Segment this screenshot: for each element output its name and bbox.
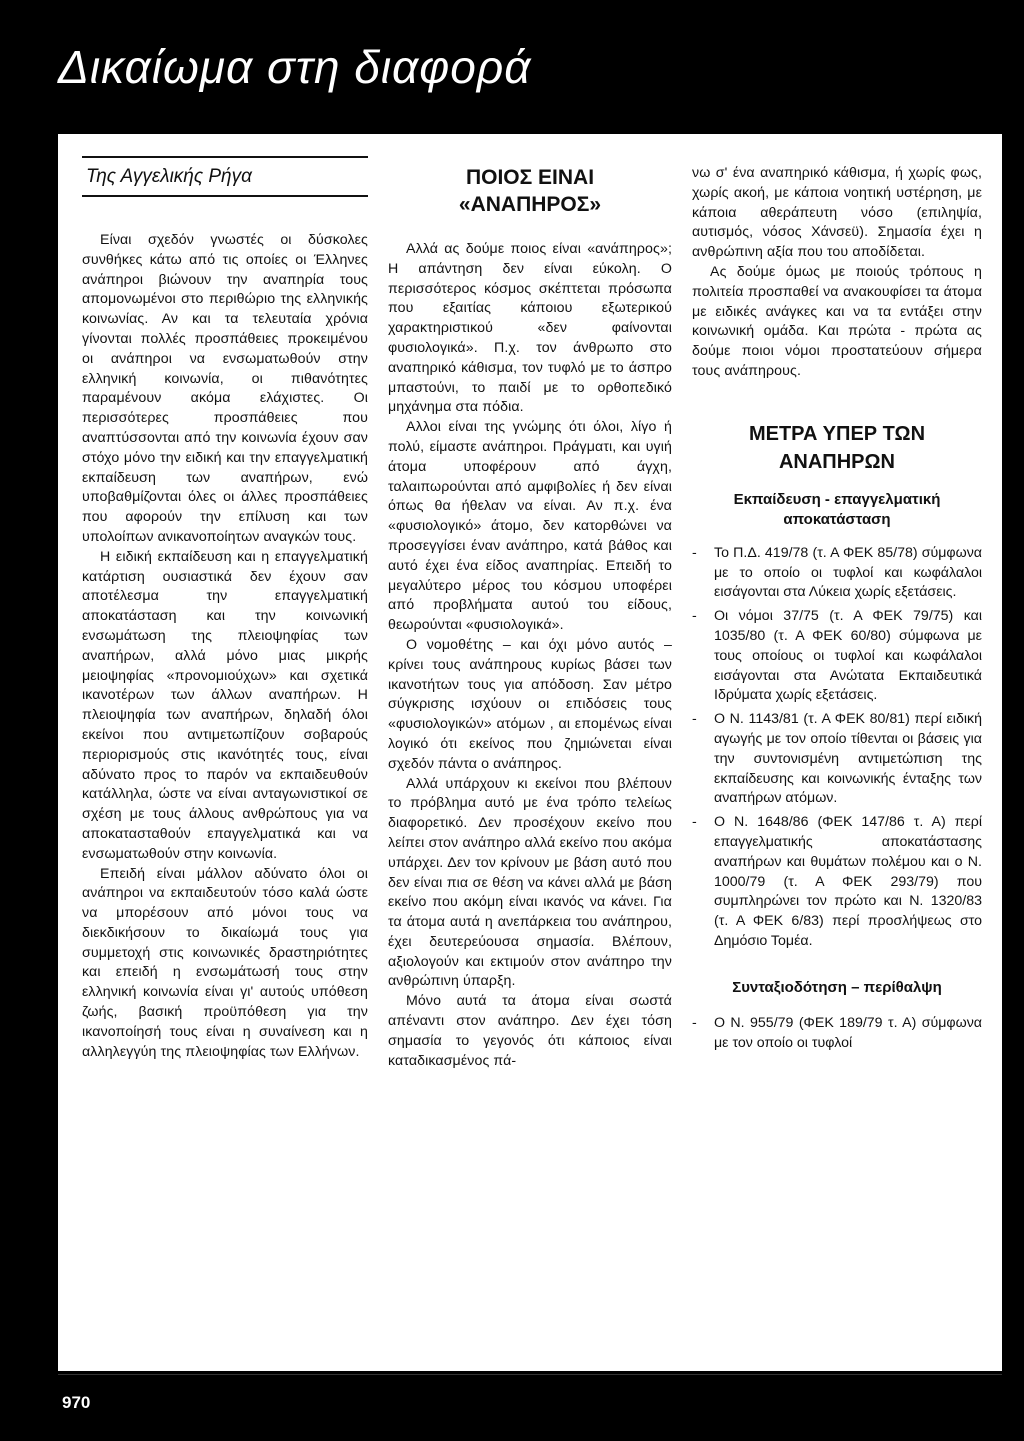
- paragraph: Επειδή είναι μάλλον αδύνατο όλοι οι ανάπηροι να εκπαιδευτούν τόσο καλά ώστε να μπορέσουν από μόνοι τους να διεκδικήσουν το δικαίωμά τους για συμμετοχή στις κοινωνικές δραστηριότητες και επειδή η ενσωμάτωσή τους στην ελληνική κοινωνία είναι γι' αυτούς υπόθεση ζωής, βασική προϋπόθεση για την ικανοποίησή τους είναι η συναίνεση και η αλληλεγγύη της πλειοψηφίας των Ελλήνων.: [82, 865, 368, 1060]
- paragraph: Ο νομοθέτης – και όχι μόνο αυτός – κρίνει τους ανάπηρους κυρίως βάσει των ικανοτήτων τους για απόδοση. Σαν μέτρο σύγκρισης ισχύουν οι επιδόσεις τους «φυσιολογικών» ατόμων , αι επομένως είναι λογικό ότι εκείνος που ζημιώνεται είναι σχεδόν πάντα ο ανάπηρος.: [388, 636, 672, 772]
- paragraph: Αλλά υπάρχουν κι εκείνοι που βλέπουν το πρόβλημα αυτό με ένα τρόπο τελείως διαφορετικό. Δεν προσέχουν εκείνο που λείπει στον ανάπηρο αλλά εκείνο που ακόμα υπάρχει. Δεν τον κρίνουν με βάση αυτό που δεν είναι πια σε θέση να κάνει αλλά με βάση εκείνο που ακόμη είναι ικανός να κάνει. Για τα άτομα αυτά η ανεπάρκεια του ανάπηρου, έχει δευτερεύουσα σημασία. Βλέπουν, αξιολογούν και εκτιμούν στον ανάπηρο την ανθρώπινη ύπαρξη.: [388, 775, 672, 990]
- paragraph: Είναι σχεδόν γνωστές οι δύσκολες συνθήκες κάτω από τις οποίες οι Έλληνες ανάπηροι βιώνουν την αναπηρία τους απομονωμένοι στο περιθώριο της ελληνικής κοινωνίας. Αν και τα τελευταία χρόνια γίνονται πολλές προσπάθειες προκειμένου οι ανάπηροι να ενσωματωθούν στην ελληνική κοινωνία, οι πιθανότητες παραμένουν ακόμα ελάχιστες. Οι περισσότερες προσπάθειες που αναπτύσσονται από την κοινωνία έχουν σαν στόχο μόνο την ειδική και την επαγγελματική εκπαίδευση των αναπήρων, ενώ υποβαθμίζονται όλες οι άλλες προσπάθειες που αφορούν την επίλυση και των υπολοίπων ανικανοποίητων αναγκών τους.: [82, 232, 368, 545]
- section-heading: ΜΕΤΡΑ ΥΠΕΡ ΤΩΝ ΑΝΑΠΗΡΩΝ: [748, 422, 926, 473]
- paragraph: Ας δούμε όμως με ποιούς τρόπους η πολιτεία προσπαθεί να ανακουφίσει τα άτομα με ειδικές ανάγκες και να τα εντάξει στην κοινωνική ομάδα. Και πρώτα - πρώτα ας δούμε ποιοι νόμοι προστατεύουν σήμερα τους ανάπηρους.: [692, 263, 982, 379]
- column-1: [82, 156, 368, 1062]
- paragraph: Η ειδική εκπαίδευση και η επαγγελματική κατάρτιση ουσιαστικά δεν έχουν σαν αποτέλεσμα την επαγγελματική αποκατάσταση και την κοινωνική ενσωμάτωση της πλειοψηφίας των αναπήρων, αλλά μόνο μιας μικρής μειοψηφίας «προνομιούχων» και σχετικά ικανοτέρων των άλλων αναπήρων. Η πλειοψηφία των αναπήρων, δηλαδή όλοι εκείνοι που αντιμετωπίζουν σοβαρούς περιορισμούς στις ικανότητές τους, είναι αδύνατο προς το παρόν να εκπαιδευθούν κατάλληλα, ώστε να είναι ανταγωνιστικοί σε σχέση με τους άλλους ανθρώπους για να αποκατασταθούν επαγγελματικά και να ενσωματωθούν στην κοινωνία.: [82, 548, 368, 862]
- list-item: - Το Π.Δ. 419/78 (τ. Α ΦΕΚ 85/78) σύμφωνα με το οποίο οι τυφλοί και κωφάλαλοι εισάγονται στα Λύκεια χωρίς εξετάσεις.: [692, 544, 982, 601]
- byline: Της Αγγελικής Ρήγα: [86, 166, 252, 187]
- article-body: [58, 134, 1002, 1371]
- page-number: 970: [62, 1393, 91, 1412]
- paragraph: Αλλά ας δούμε ποιος είναι «ανάπηρος»; Η απάντηση δεν είναι εύκολη. Ο περισσότερος κόσμος σκέπτεται πρόσωπα που εξαιτίας κάποιου εξωτερικού χαρακτηριστικού «δεν φαίνονται φυσιολογικά». Π.χ. τον άνθρωπο στο αναπηρικό κάθισμα, τον τυφλό με το άσπρο μπαστούνι, το παιδί με το ορθοπεδικό μηχάνημα στα πόδια.: [388, 241, 672, 416]
- bottom-rule: [82, 195, 368, 197]
- list-item: - Ο Ν. 1143/81 (τ. Α ΦΕΚ 80/81) περί ειδική αγωγής με τον οποίο τίθενται οι βάσεις για την συντονισμένη αντιμετώπιση της εκπαίδευσης και κοινωνικής ένταξης των αναπήρων ατόμων.: [692, 711, 982, 807]
- list-item: - Οι νόμοι 37/75 (τ. Α ΦΕΚ 79/75) και 1035/80 (τ. Α ΦΕΚ 60/80) σύμφωνα με τους οποίους οι τυφλοί και κωφάλαλοι εισάγονται στα Ανώτατα Εκπαιδευτικά Ιδρύματα χωρίς εξετάσεις.: [692, 608, 982, 704]
- footer-rule: [58, 1374, 1002, 1375]
- column-3: [692, 164, 982, 1057]
- subheading: Εκπαίδευση - επαγγελματική αποκατάσταση: [733, 490, 941, 528]
- list-item: - Ο Ν. 955/79 (ΦΕΚ 189/79 τ. Α) σύμφωνα με τον οποίο οι τυφλοί: [692, 1014, 982, 1051]
- subheading: Συνταξιοδότηση – περίθαλψη: [732, 978, 942, 996]
- paragraph: νω σ' ένα αναπηρικό κάθισμα, ή χωρίς φως, χωρίς ακοή, με κάποια νοητική υστέρηση, με κάποια αθεράπευτη νόσο (επιληψία, αυτισμός, νόσος Χάνσεϋ). Σημασία έχει η ανθρώπινη αξία που του αποδίδεται.: [692, 165, 982, 261]
- list-item: - Ο Ν. 1648/86 (ΦΕΚ 147/86 τ. Α) περί επαγγελματικής αποκατάστασης αναπήρων και θυμάτων πολέμου και ο Ν. 1000/79 (τ. Α ΦΕΚ 293/79) που συμπληρώνει τον πρώτο και Ν. 1320/83 (τ. Α ΦΕΚ 6/83) περί προσλήψεως στο Δημόσιο Τομέα.: [692, 814, 982, 949]
- paragraph: Αλλοι είναι της γνώμης ότι όλοι, λίγο ή πολύ, είμαστε ανάπηροι. Πράγματι, και υγιή άτομα υποφέρουν από άγχη, ταλαιπωρούνται από αμφιβολίες ή δεν είναι όπως θα ήθελαν να είναι. Αν π.χ. ένα «φυσιολογικό» άτομο, δεν κατορθώνει να προσεγγίσει έναν ανάπηρο, κατά βάθος και αυτό έχει ένα είδος αναπηρίας. Επειδή το μεγαλύτερο μέρος του κόσμου υποφέρει από προβλήματα αυτού του είδους, θεωρούνται «φυσιολογικά».: [388, 419, 672, 634]
- law-list: [692, 544, 982, 952]
- section-heading: ΠΟΙΟΣ ΕΙΝΑΙ «ΑΝΑΠΗΡΟΣ»: [458, 166, 602, 216]
- column-2: [388, 164, 672, 1071]
- paragraph: Μόνο αυτά τα άτομα είναι σωστά απέναντι στον ανάπηρο. Δεν έχει τόση σημασία το γεγονός ότι κάποιος είναι καταδικασμένος πά-: [388, 993, 672, 1069]
- article-title: Δικαίωμα στη διαφορά: [58, 41, 532, 93]
- pension-list: [692, 1014, 982, 1054]
